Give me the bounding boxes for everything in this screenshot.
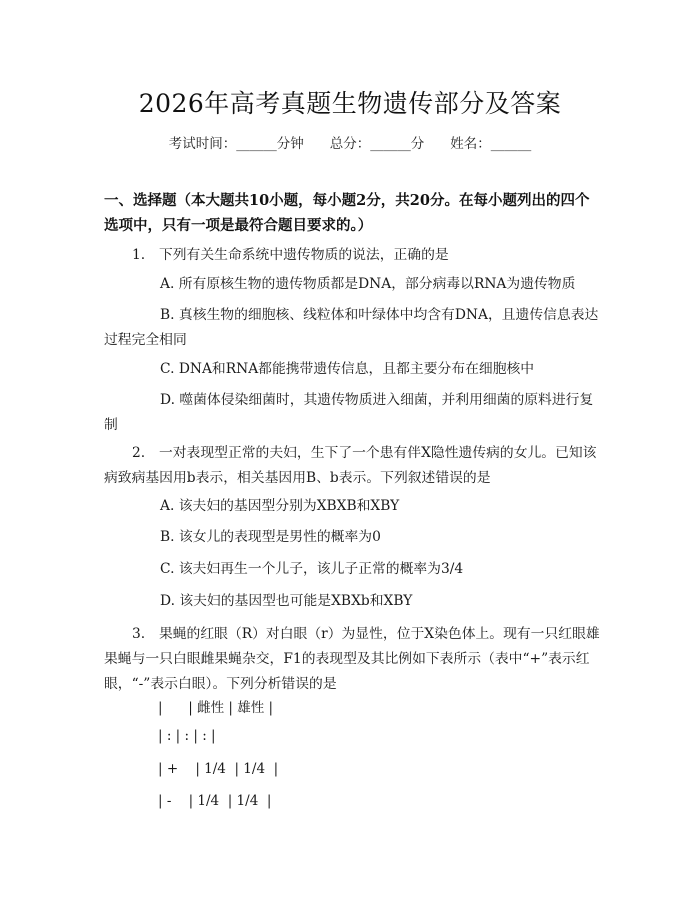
exam-time: 考试时间：______分钟 bbox=[168, 136, 304, 152]
question-1-stem: 1. 下列有关生命系统中遗传物质的说法，正确的是 bbox=[132, 247, 449, 263]
question-2-stem: 2. 一对表现型正常的夫妇，生下了一个患有伴X隐性遗传病的女儿。已知该病致病基因用b表示，相关基因用B、b表示。下列叙述错误的是 bbox=[104, 445, 597, 486]
question-2-option-c: C. 该夫妇再生一个儿子，该儿子正常的概率为3/4 bbox=[160, 561, 464, 577]
question-2-option-b: B. 该女儿的表现型是男性的概率为0 bbox=[160, 529, 381, 545]
table-row: | - | 1/4 | 1/4 | bbox=[158, 793, 272, 809]
question-2-option-d: D. 该夫妇的基因型也可能是XBXb和XBY bbox=[160, 593, 413, 609]
page-title: 2026年高考真题生物遗传部分及答案 bbox=[138, 89, 562, 118]
table-row: | + | 1/4 | 1/4 | bbox=[158, 761, 279, 777]
table-row: | | 雌性 | 雄性 | bbox=[158, 700, 274, 716]
exam-name: 姓名：______ bbox=[450, 136, 532, 152]
question-1-option-c: C. DNA和RNA都能携带遗传信息，且都主要分布在细胞核中 bbox=[160, 361, 535, 377]
question-1-option-b: B. 真核生物的细胞核、线粒体和叶绿体中均含有DNA，且遗传信息表达过程完全相同 bbox=[104, 307, 599, 348]
exam-info bbox=[0, 132, 700, 152]
table-row: | : | : | : | bbox=[158, 728, 216, 744]
question-3-stem: 3. 果蝇的红眼（R）对白眼（r）为显性，位于X染色体上。现有一只红眼雄果蝇与一只白眼雌果蝇杂交，F1的表现型及其比例如下表所示（表中“+”表示红眼，“-”表示白眼）。下列分析错误的是 bbox=[104, 626, 600, 692]
exam-score: 总分：______分 bbox=[329, 136, 425, 152]
section-heading: 一、选择题（本大题共10小题，每小题2分，共20分。在每小题列出的四个选项中，只有一项是最符合题目要求的。） bbox=[104, 192, 590, 234]
question-1-option-d: D. 噬菌体侵染细菌时，其遗传物质进入细菌，并利用细菌的原料进行复制 bbox=[104, 392, 594, 433]
question-2-option-a: A. 该夫妇的基因型分别为XBXB和XBY bbox=[160, 498, 400, 514]
question-1-option-a: A. 所有原核生物的遗传物质都是DNA，部分病毒以RNA为遗传物质 bbox=[160, 276, 576, 292]
